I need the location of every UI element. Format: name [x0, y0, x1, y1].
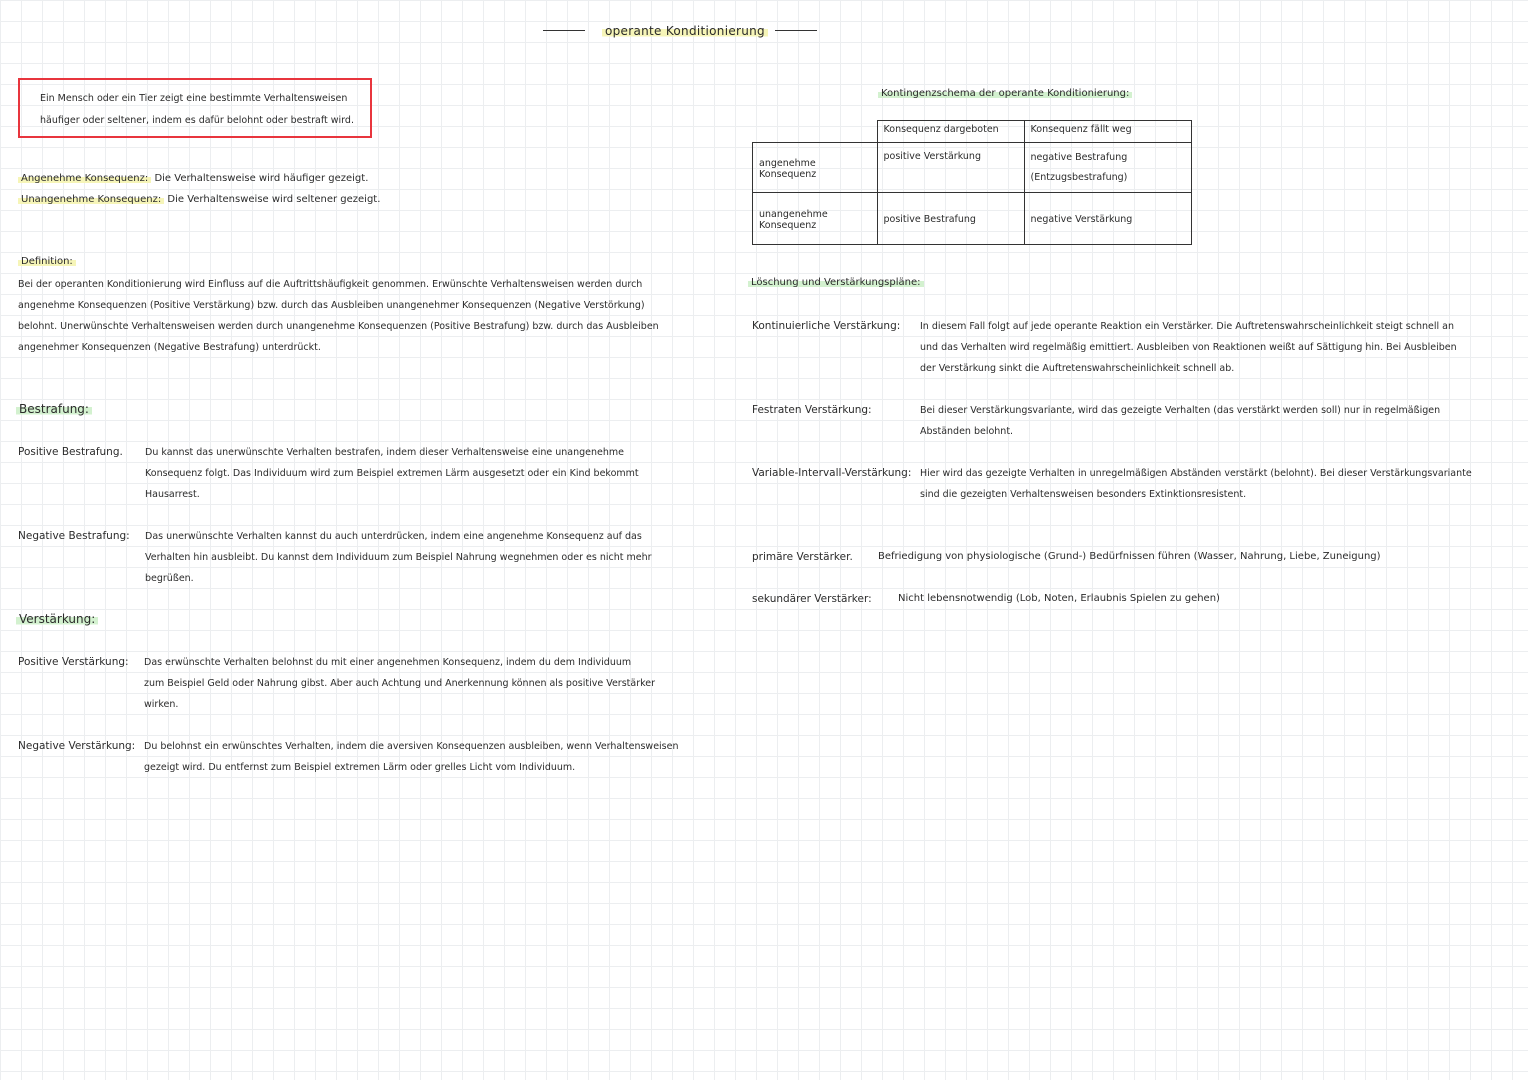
term-festraten-verstaerkung: Festraten Verstärkung:	[752, 404, 872, 416]
term-sekundaerer-verstaerker: sekundärer Verstärker:	[752, 593, 872, 605]
definition-line: Bei der operanten Konditionierung wird Einfluss auf die Auftrittshäufigkeit genommen. Erwünschte Verhaltensweisen werden durch	[18, 279, 643, 290]
text-negative-bestrafung	[145, 526, 705, 589]
text-line: Das unerwünschte Verhalten kannst du auch unterdrücken, indem eine angenehme Konsequenz auf das	[145, 531, 642, 542]
text-line: Konsequenz folgt. Das Individuum wird zum Beispiel extremen Lärm ausgesetzt oder ein Kind bekommt	[145, 468, 639, 479]
definition-line: angenehmer Konsequenzen (Negative Bestrafung) unterdrückt.	[18, 342, 321, 353]
text-line: zum Beispiel Geld oder Nahrung gibst. Aber auch Achtung und Anerkennung können als positive Verstärker	[144, 678, 656, 689]
text-variable-intervall-verstaerkung	[920, 463, 1510, 505]
text-line: gezeigt wird. Du entfernst zum Beispiel extremen Lärm oder grelles Licht vom Individuum.	[144, 762, 576, 773]
col-header-dargeboten: Konsequenz dargeboten	[877, 121, 1024, 143]
term-negative-verstaerkung: Negative Verstärkung:	[18, 740, 136, 752]
consequence-unpleasant	[18, 194, 380, 205]
text-primaere-verstaerker: Befriedigung von physiologische (Grund-) Bedürfnissen führen (Wasser, Nahrung, Liebe, Zuneigung)	[878, 551, 1381, 562]
consequence-pleasant	[18, 173, 368, 184]
term-positive-bestrafung: Positive Bestrafung.	[18, 446, 123, 458]
text-line: Bei dieser Verstärkungsvariante, wird das gezeigte Verhalten (das verstärkt werden soll) nur in regelmäßigen	[920, 405, 1441, 416]
text-line: Hier wird das gezeigte Verhalten in unregelmäßigen Abständen verstärkt (belohnt). Bei dieser Verstärkungsvariante	[920, 468, 1472, 479]
text-line: Abständen belohnt.	[920, 426, 1014, 437]
cell-negative-verstaerkung: negative Verstärkung	[1024, 192, 1191, 244]
text-line: und das Verhalten wird regelmäßig emittiert. Ausbleiben von Reaktionen weißt auf Sättigung hin. Bei Ausbleiben	[920, 342, 1457, 353]
text-positive-verstaerkung	[144, 652, 704, 715]
text-line: Du kannst das unerwünschte Verhalten bestrafen, indem dieser Verhaltensweise eine unangenehme	[145, 447, 625, 458]
term-positive-verstaerkung: Positive Verstärkung:	[18, 656, 129, 668]
text-line: In diesem Fall folgt auf jede operante Reaktion ein Verstärker. Die Auftretenswahrscheinlichkeit steigt schnell an	[920, 321, 1454, 332]
definition-text	[18, 274, 698, 358]
text-sekundaerer-verstaerker: Nicht lebensnotwendig (Lob, Noten, Erlaubnis Spielen zu gehen)	[898, 593, 1220, 604]
consequence-text: Die Verhaltensweise wird seltener gezeigt.	[167, 194, 381, 205]
row-label-unangenehm: unangenehme Konsequenz	[753, 192, 878, 244]
text-line: Hausarrest.	[145, 489, 200, 500]
text-positive-bestrafung	[145, 442, 705, 505]
definition-line: belohnt. Unerwünschte Verhaltensweisen werden durch unangenehme Konsequenzen (Positive Bestrafung) bzw. durch das Ausbleiben	[18, 321, 659, 332]
definition-box-line-1: Ein Mensch oder ein Tier zeigt eine bestimmte Verhaltensweisen	[40, 93, 348, 104]
col-header-faellt-weg: Konsequenz fällt weg	[1024, 121, 1191, 143]
loeschung-heading: Löschung und Verstärkungspläne:	[748, 277, 924, 288]
text-line: Du belohnst ein erwünschtes Verhalten, indem die aversiven Konsequenzen ausbleiben, wenn Verhaltensweisen	[144, 741, 679, 752]
title-rule-left	[543, 30, 585, 31]
text-line: Verhalten hin ausbleibt. Du kannst dem Individuum zum Beispiel Nahrung wegnehmen oder es nicht mehr	[145, 552, 652, 563]
cell-positive-verstaerkung: positive Verstärkung	[877, 142, 1024, 192]
term-kontinuierliche-verstaerkung: Kontinuierliche Verstärkung:	[752, 320, 901, 332]
page-title: operante Konditionierung	[602, 24, 768, 38]
table-row	[753, 121, 1192, 143]
cell-note: (Entzugsbestrafung)	[1030, 171, 1128, 183]
cell-text: negative Bestrafung	[1030, 151, 1128, 163]
text-line: wirken.	[144, 699, 179, 710]
text-line: der Verstärkung sinkt die Auftretenswahrscheinlichkeit schnell ab.	[920, 363, 1235, 374]
verstaerkung-heading: Verstärkung:	[16, 612, 98, 626]
term-variable-intervall-verstaerkung: Variable-Intervall-Verstärkung:	[752, 467, 912, 479]
cell-positive-bestrafung: positive Bestrafung	[877, 192, 1024, 244]
text-negative-verstaerkung	[144, 736, 744, 778]
term-primaere-verstaerker: primäre Verstärker.	[752, 551, 853, 563]
table-row	[753, 142, 1192, 192]
table-row	[753, 192, 1192, 244]
term-negative-bestrafung: Negative Bestrafung:	[18, 530, 130, 542]
consequence-label: Unangenehme Konsequenz:	[18, 194, 164, 205]
definition-heading: Definition:	[18, 256, 76, 267]
cell-negative-bestrafung	[1024, 142, 1191, 192]
bestrafung-heading: Bestrafung:	[16, 402, 92, 416]
text-kontinuierliche-verstaerkung	[920, 316, 1500, 379]
kontingenz-heading: Kontingenzschema der operante Konditionierung:	[878, 88, 1132, 99]
consequence-label: Angenehme Konsequenz:	[18, 173, 151, 184]
title-rule-right	[775, 30, 817, 31]
consequence-text: Die Verhaltensweise wird häufiger gezeigt.	[154, 173, 369, 184]
text-line: Das erwünschte Verhalten belohnst du mit einer angenehmen Konsequenz, indem du dem Individuum	[144, 657, 632, 668]
row-label-angenehm: angenehme Konsequenz	[753, 142, 878, 192]
kontingenz-table	[752, 120, 1192, 245]
text-festraten-verstaerkung	[920, 400, 1500, 442]
text-line: begrüßen.	[145, 573, 194, 584]
definition-line: angenehme Konsequenzen (Positive Verstärkung) bzw. durch das Ausbleiben unangenehmer Konsequenzen (Negative Verstörkung)	[18, 300, 645, 311]
table-corner	[753, 121, 878, 143]
text-line: sind die gezeigten Verhaltensweisen besonders Extinktionsresistent.	[920, 489, 1247, 500]
definition-box	[18, 78, 372, 138]
definition-box-line-2: häufiger oder seltener, indem es dafür belohnt oder bestraft wird.	[40, 115, 354, 126]
